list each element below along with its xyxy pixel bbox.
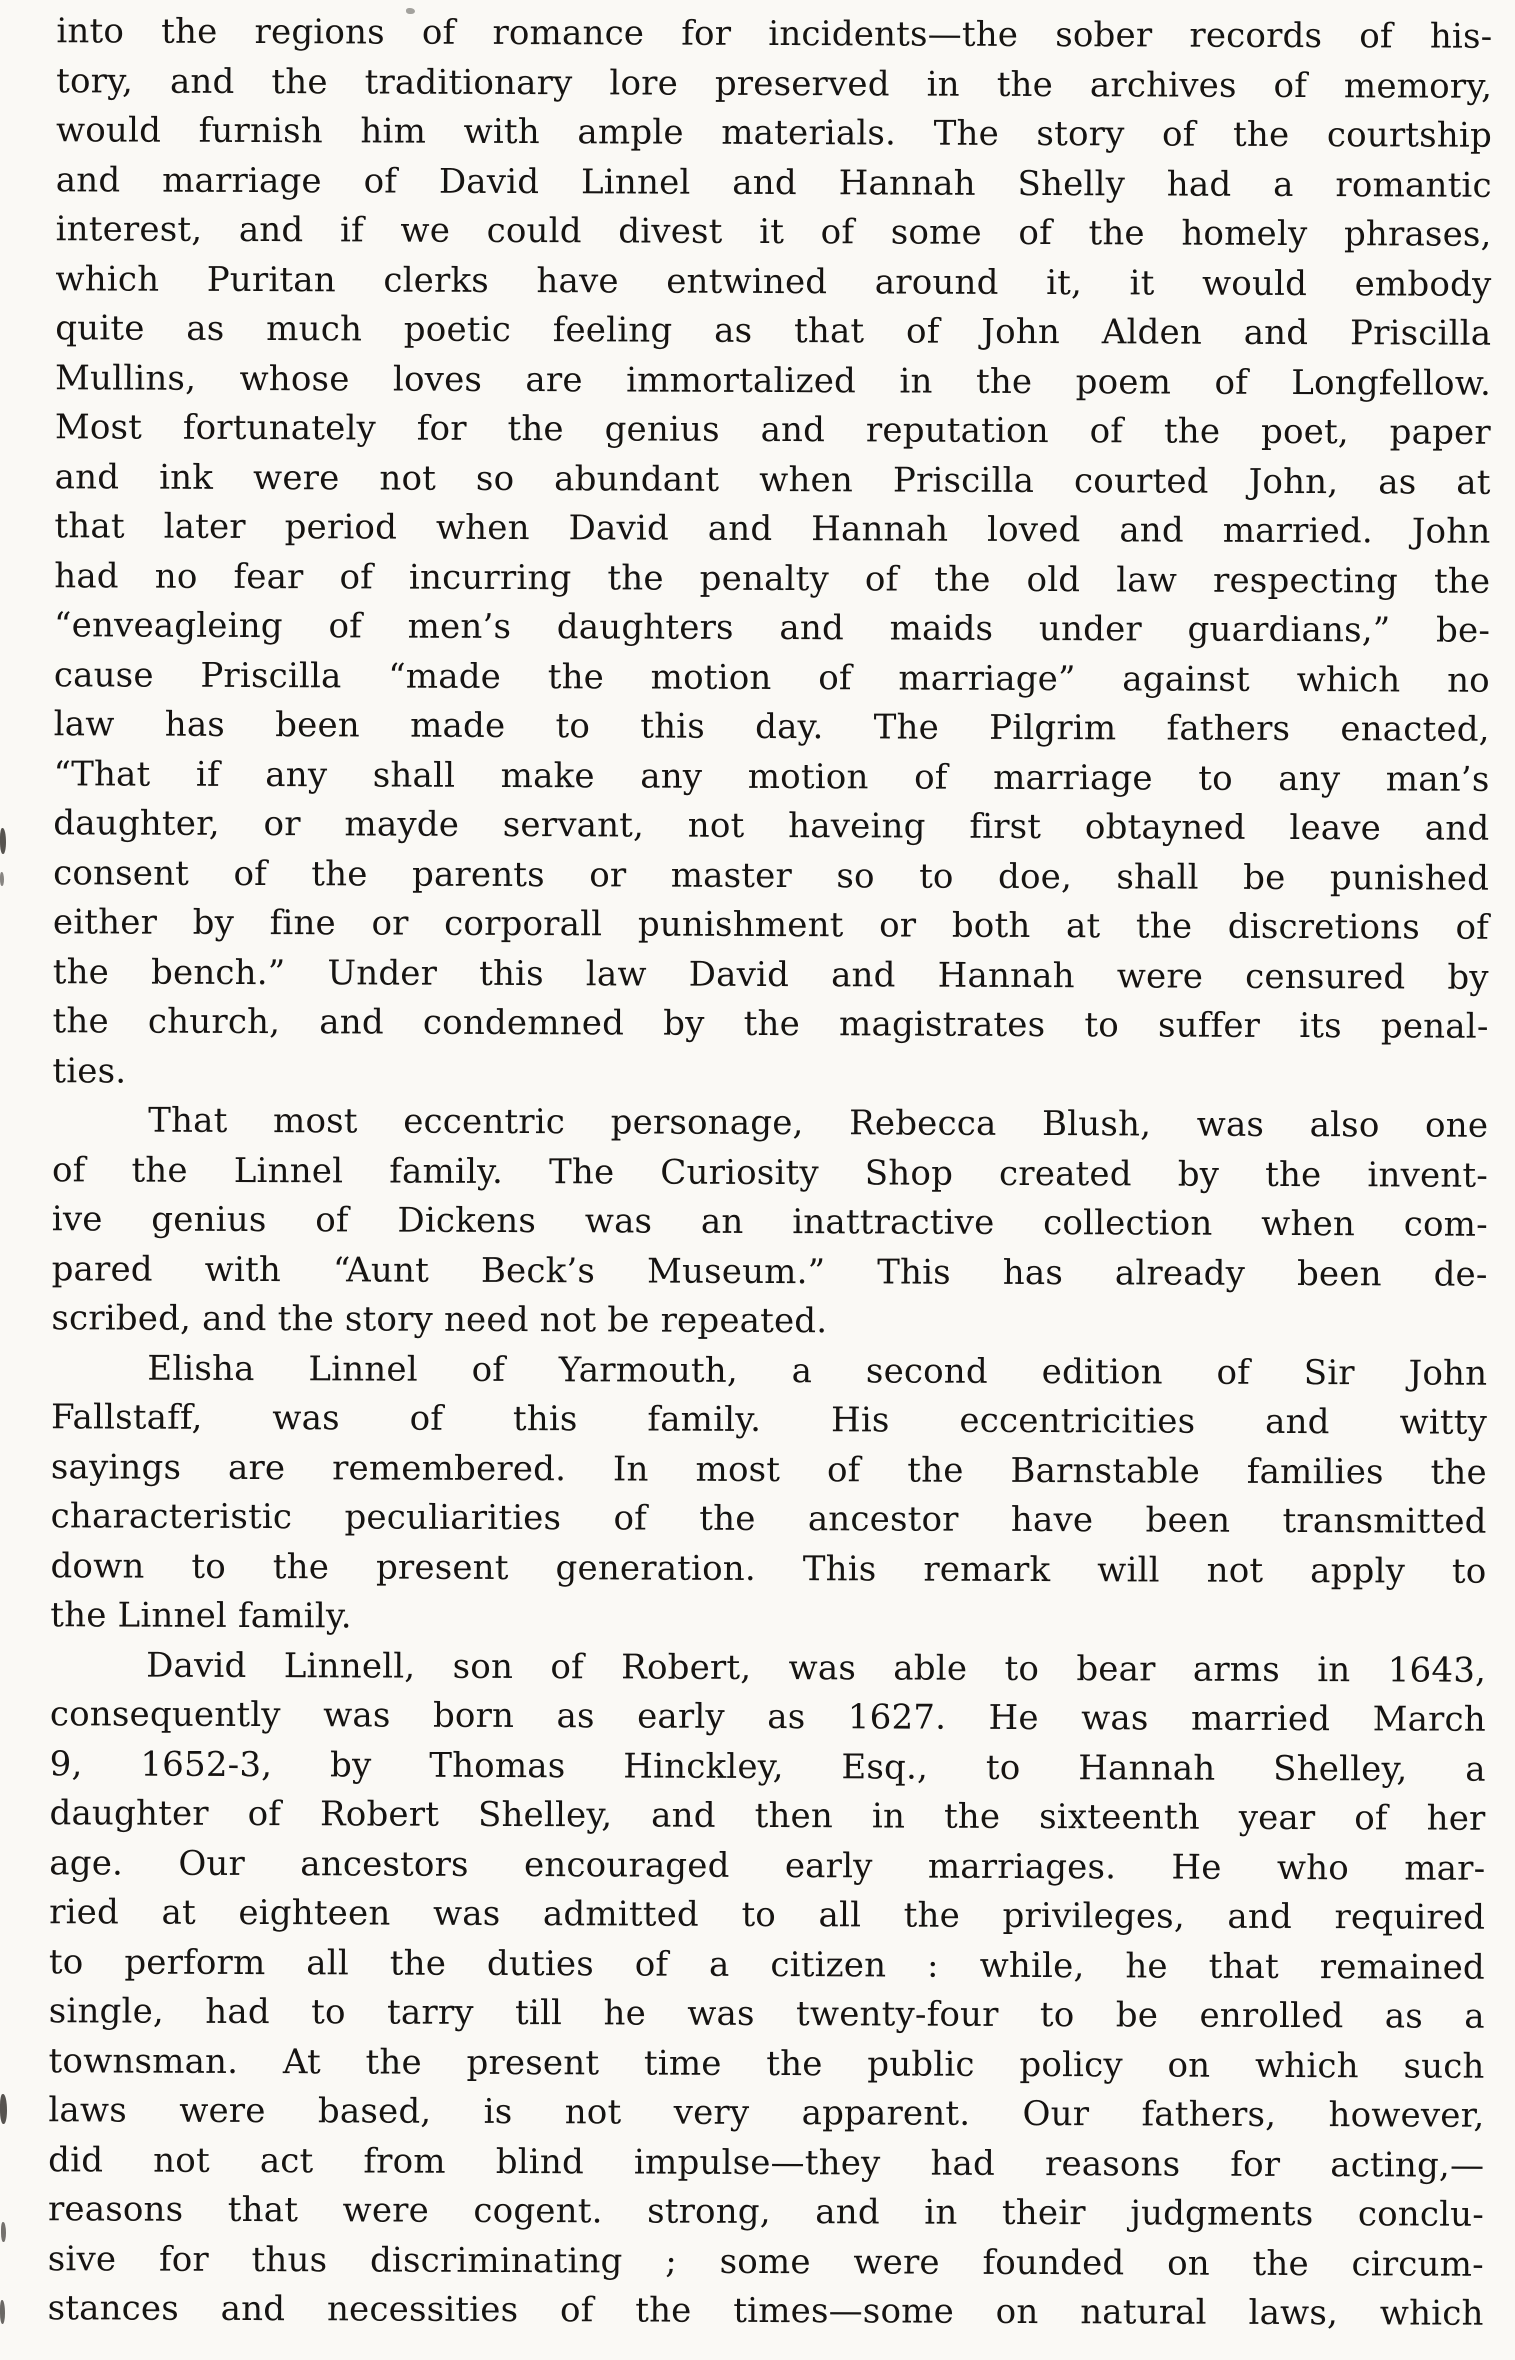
text-line: did not act from blind impulse—they had reasons for acting,—	[48, 2139, 1485, 2186]
text-line: consent of the parents or master so to doe, shall be punished	[53, 852, 1490, 899]
text-line: down to the present generation. This remark will not apply to	[50, 1545, 1487, 1592]
text-line: either by fine or corporall punishment or both at the discretions of	[52, 902, 1490, 948]
text-line: the Linnel family.	[50, 1595, 352, 1637]
scan-artifact	[0, 872, 4, 886]
text-line: interest, and if we could divest it of some of the homely phrases,	[55, 209, 1492, 255]
text-line: to perform all the duties of a citizen : while, he that remained	[48, 1941, 1486, 1988]
text-line: ive genius of Dickens was an inattractive collection when com-	[51, 1199, 1488, 1245]
text-line: pared with “Aunt Beck’s Museum.” This has already been de-	[51, 1248, 1488, 1295]
text-line: cause Priscilla “made the motion of marriage” against which no	[53, 654, 1490, 701]
text-line: the bench.” Under this law David and Hannah were censured by	[52, 951, 1489, 998]
text-line: characteristic peculiarities of the ancestor have been transmitted	[50, 1496, 1487, 1542]
text-line: 9, 1652-3, by Thomas Hinckley, Esq., to Hannah Shelley, a	[49, 1743, 1486, 1790]
text-line: age. Our ancestors encouraged early marriages. He who mar-	[49, 1842, 1486, 1889]
text-line: and marriage of David Linnel and Hannah Shelly had a romantic	[55, 159, 1492, 206]
page-text	[48, 7, 1493, 2339]
text-line: “That if any shall make any motion of marriage to any man’s	[53, 753, 1490, 800]
text-line: quite as much poetic feeling as that of John Alden and Priscilla	[55, 308, 1492, 354]
text-line: daughter, or mayde servant, not haveing first obtayned leave and	[53, 803, 1490, 849]
text-line: and ink were not so abundant when Priscilla courted John, as at	[54, 456, 1491, 503]
text-line: of the Linnel family. The Curiosity Shop created by the invent-	[51, 1149, 1489, 1196]
text-line: would furnish him with ample materials. The story of the courtship	[55, 110, 1493, 156]
text-line: That most eccentric personage, Rebecca Blush, was also one	[148, 1100, 1489, 1146]
text-line: consequently was born as early as 1627. He was married March	[49, 1694, 1486, 1740]
scan-artifact	[406, 8, 415, 14]
text-line: Mullins, whose loves are immortalized in the poem of Longfellow.	[54, 357, 1492, 404]
text-line: into the regions of romance for incidents—the sober records of his-	[56, 11, 1493, 57]
text-line: Fallstaff, was of this family. His eccentricities and witty	[50, 1397, 1488, 1443]
text-line: ried at eighteen was admitted to all the privileges, and required	[49, 1892, 1486, 1938]
text-line: ties.	[52, 1050, 127, 1092]
text-line: scribed, and the story need not be repeated.	[51, 1298, 828, 1342]
text-line: Elisha Linnel of Yarmouth, a second edition of Sir John	[147, 1348, 1488, 1394]
text-line: single, had to tarry till he was twenty-four to be enrolled as a	[48, 1991, 1485, 2037]
text-line: law has been made to this day. The Pilgrim fathers enacted,	[53, 704, 1490, 750]
text-line: “enveagleing of men’s daughters and maids under guardians,” be-	[54, 605, 1491, 651]
text-line: had no fear of incurring the penalty of the old law respecting the	[54, 555, 1491, 602]
text-line: laws were based, is not very apparent. Our fathers, however,	[48, 2090, 1485, 2136]
scan-artifact	[1, 2222, 6, 2242]
text-line: sayings are remembered. In most of the Barnstable families the	[50, 1446, 1487, 1493]
text-line: townsman. At the present time the public policy on which such	[48, 2040, 1485, 2087]
text-line: Most fortunately for the genius and reputation of the poet, paper	[54, 407, 1491, 453]
text-line: which Puritan clerks have entwined around it, it would embody	[55, 258, 1492, 305]
text-line: tory, and the traditionary lore preserved in the archives of memory,	[56, 60, 1493, 107]
text-line: sive for thus discriminating ; some were founded on the circum-	[47, 2238, 1484, 2285]
scan-artifact	[0, 2300, 5, 2324]
text-line: daughter of Robert Shelley, and then in the sixteenth year of her	[49, 1793, 1486, 1839]
text-line: David Linnell, son of Robert, was able to bear arms in 1643,	[146, 1645, 1487, 1691]
scan-artifact	[0, 2094, 7, 2124]
scan-artifact	[0, 828, 6, 854]
text-line: that later period when David and Hannah loved and married. John	[54, 506, 1491, 552]
text-line: stances and necessities of the times—some on natural laws, which	[47, 2288, 1484, 2334]
text-line: the church, and condemned by the magistrates to suffer its penal-	[52, 1001, 1489, 1047]
text-line: reasons that were cogent. strong, and in their judgments conclu-	[47, 2189, 1485, 2235]
